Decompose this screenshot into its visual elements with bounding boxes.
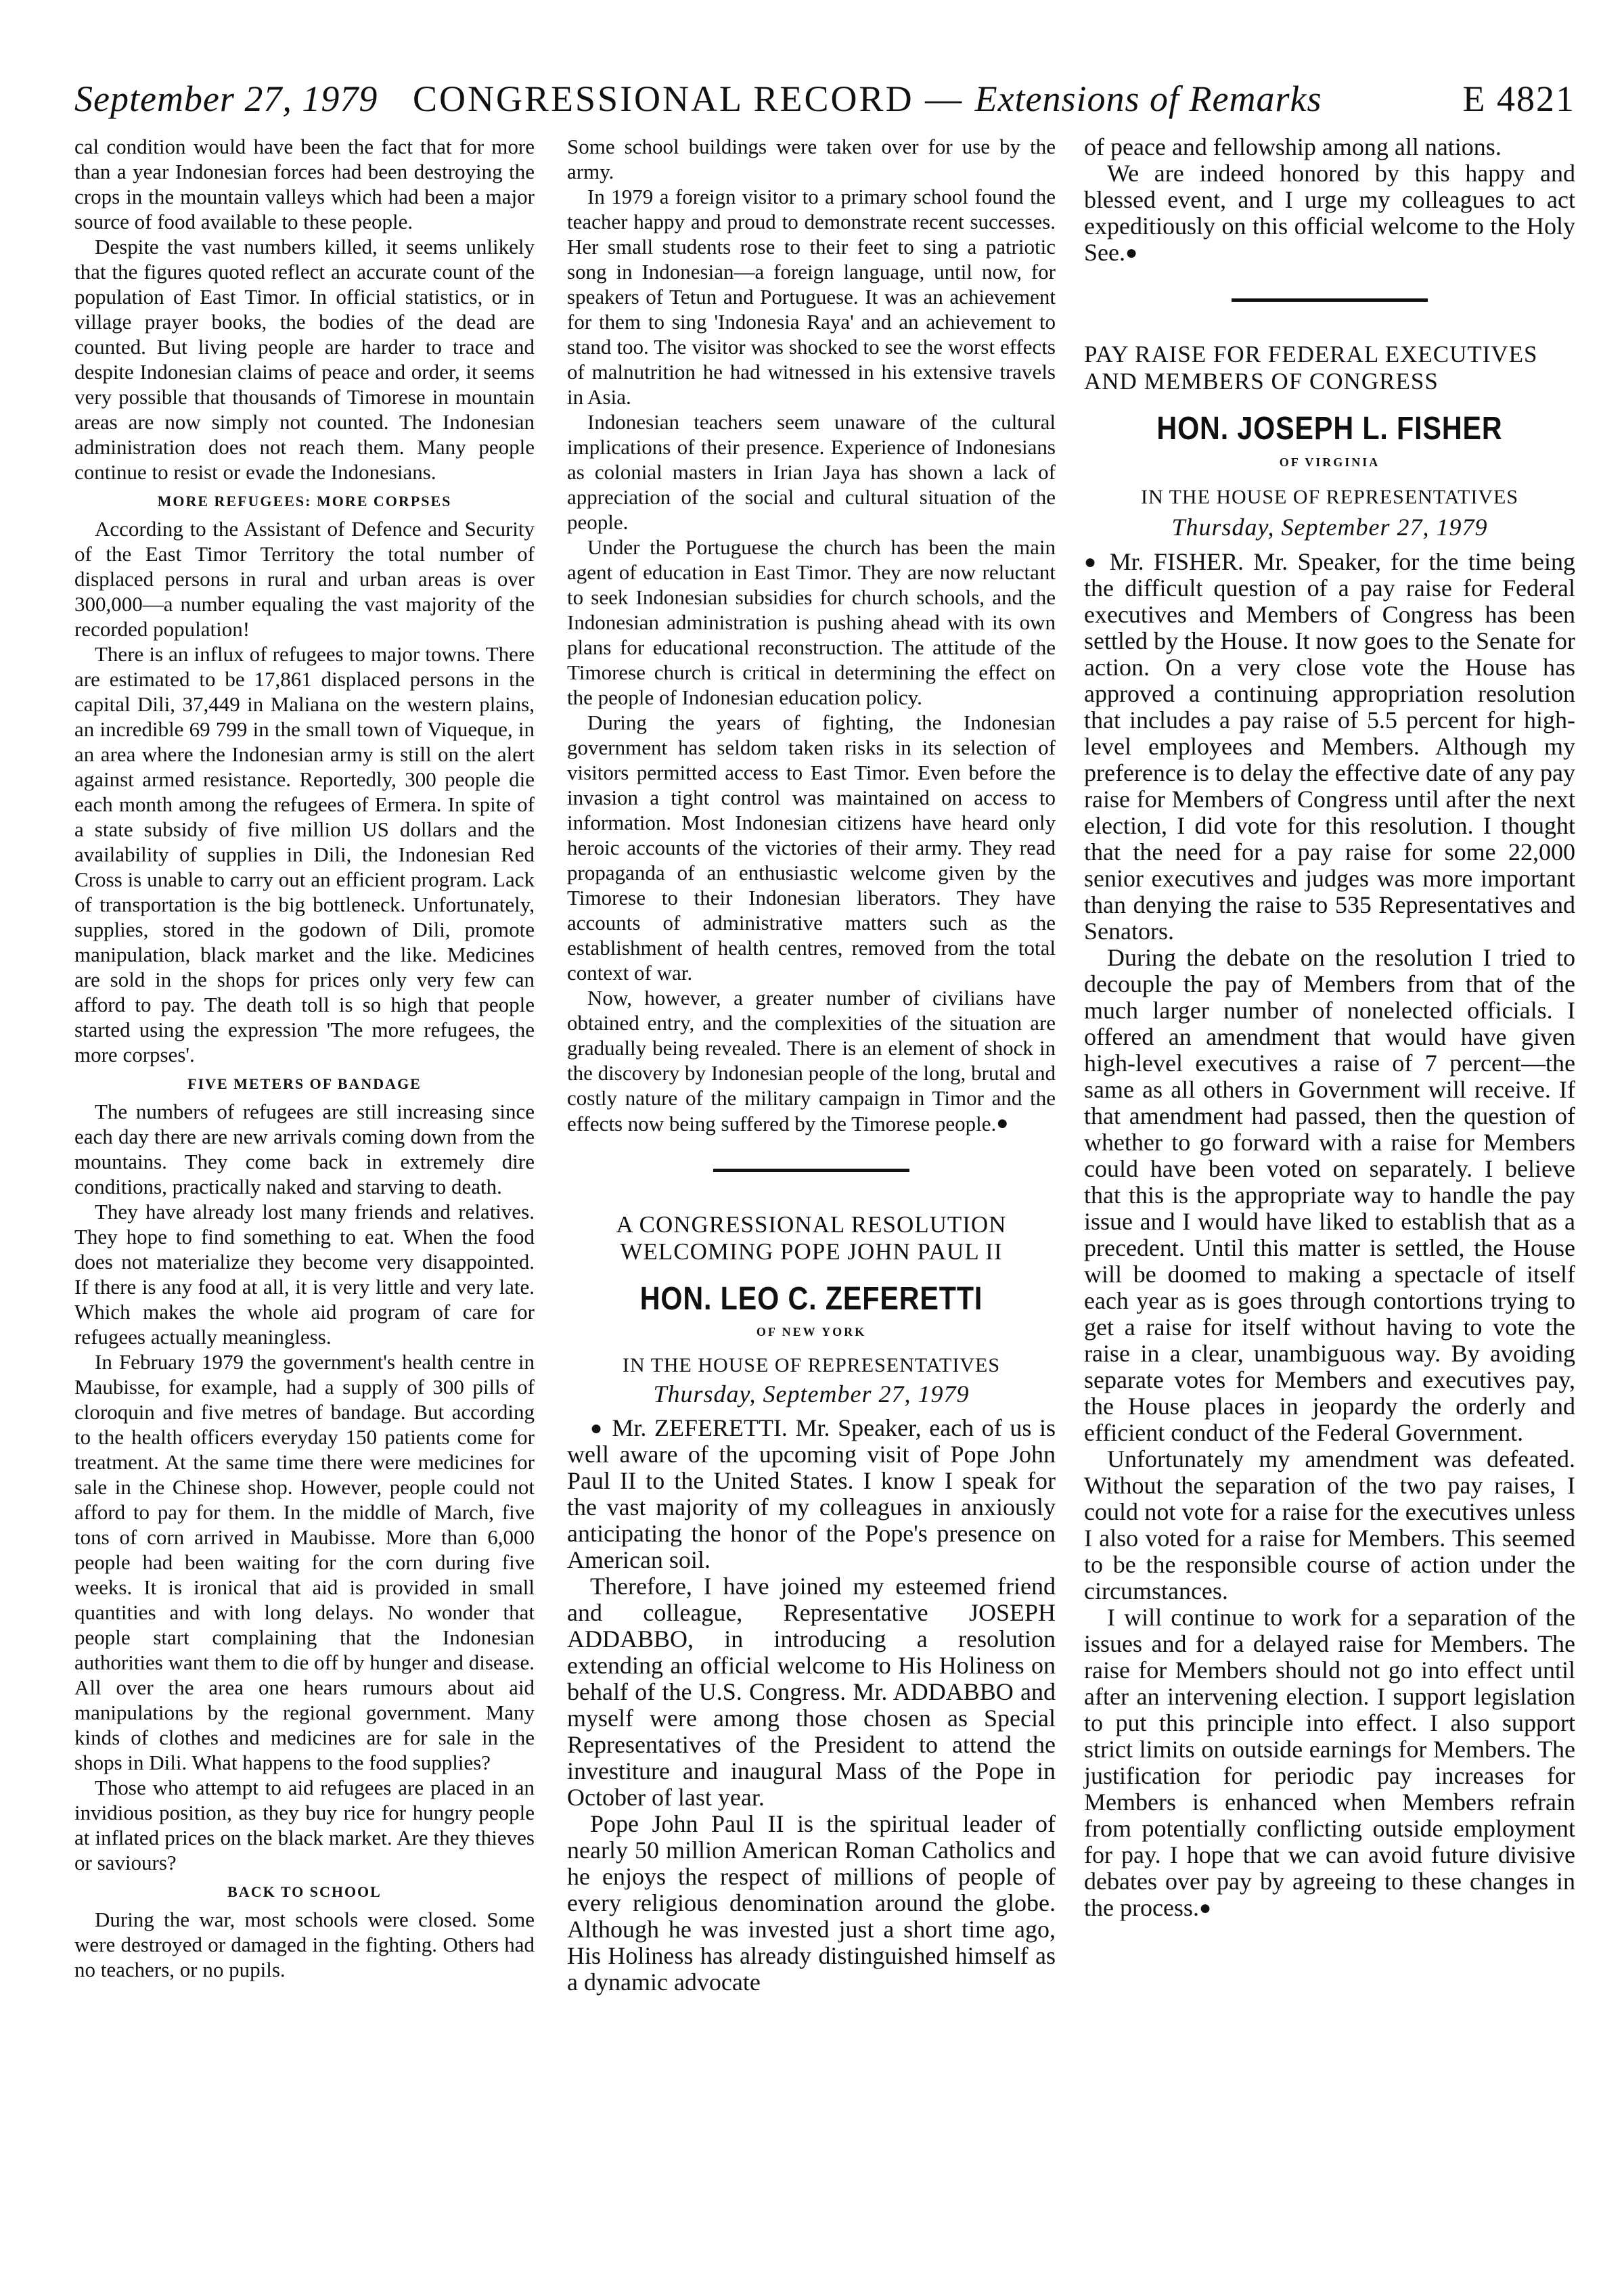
column-1 [74, 134, 535, 1982]
header-subtitle: Extensions of Remarks [974, 78, 1322, 119]
paragraph: In 1979 a foreign visitor to a primary school found the teacher happy and proud to demonstrate recent successes. Her small students rose to their feet to sing a patriotic song in Indonesian—a foreign language, until now, for speakers of Tetun and Portuguese. It was an achievement for them to sing 'Indonesia Raya' and an achievement to stand too. The visitor was shocked to see the worst effects of malnutrition he had witnessed in his extensive travels in Asia. [567, 185, 1056, 409]
paragraph: Some school buildings were taken over for use by the army. [567, 135, 1056, 183]
speaker-state: OF NEW YORK [756, 1325, 867, 1339]
start-mark-icon: ● [590, 1417, 604, 1439]
speaker-name: HON. JOSEPH L. FISHER [1156, 411, 1503, 447]
paragraph-text: Mr. ZEFERETTI. Mr. Speaker, each of us is well aware of the upcoming visit of Pope John Paul II to the United States. I know I speak for the vast majority of my colleagues in anxiously anticipating the honor of the Pope's presence on American soil. [567, 1414, 1056, 1573]
paragraph: During the war, most schools were closed. Some were destroyed or damaged in the fighting. Others had no teachers, or no pupils. [74, 1908, 535, 1981]
header-date: September 27, 1979 [74, 78, 378, 119]
page-header [74, 69, 1575, 129]
column-2 [567, 134, 1056, 1996]
speech-title: PAY RAISE FOR FEDERAL EXECUTIVES AND MEMBERS OF CONGRESS [1084, 341, 1538, 395]
speaker-state: OF VIRGINIA [1279, 455, 1380, 469]
end-mark-icon: ● [1198, 1897, 1212, 1919]
paragraph-with-end-mark [1084, 1604, 1575, 1921]
paragraph: Under the Portuguese the church has been the main agent of education in East Timor. They are now reluctant to seek Indonesian subsidies for church schools, and the Indonesian administration is pushing ahead with its own plans for educational reconstruction. The attitude of the Timorese church is critical in determining the effect on the people of Indonesian education policy. [567, 535, 1056, 709]
end-mark-icon: ● [996, 1112, 1009, 1134]
paragraph: Indonesian teachers seem unaware of the cultural implications of their presence. Experience of Indonesians as colonial masters in Irian Jaya has shown a lack of appreciation of the social and cultural situation of the people. [567, 410, 1056, 534]
paragraph-with-end-mark [1084, 160, 1575, 266]
speech-date: Thursday, September 27, 1979 [653, 1380, 970, 1408]
column-3 [1084, 134, 1575, 1921]
paragraph-with-start-mark [1084, 549, 1575, 945]
paragraph-text: Now, however, a greater number of civilians have obtained entry, and the complexities of the situation are gradually being revealed. There is an element of shock in the discovery by Indonesian people of the long, brutal and costly nature of the military campaign in Timor and the effects now being suffered by the Timorese people. [567, 986, 1056, 1135]
section-subhead: FIVE METERS OF BANDAGE [187, 1075, 422, 1092]
paragraph: The numbers of refugees are still increasing since each day there are new arrivals coming down from the mountains. They come back in extremely dire conditions, practically naked and starving to death. [74, 1100, 535, 1198]
header-title-block [413, 69, 1322, 129]
header-page-number: E 4821 [1462, 78, 1575, 119]
house-label: IN THE HOUSE OF REPRESENTATIVES [622, 1354, 1001, 1376]
speech-body [567, 1415, 1056, 1996]
paragraph: They have already lost many friends and relatives. They hope to find something to eat. When the food does not materialize they become very disappointed. If there is any food at all, it is very little and very late. Which makes the whole aid program of care for refugees actually meaningless. [74, 1200, 535, 1349]
section-divider [713, 1169, 909, 1172]
paragraph-text: We are indeed honored by this happy and blessed event, and I urge my colleagues to act expeditiously on this official welcome to the Holy See. [1084, 160, 1575, 266]
paragraph: of peace and fellowship among all nations. [1084, 133, 1502, 160]
paragraph-with-start-mark [567, 1415, 1056, 1573]
header-title: CONGRESSIONAL RECORD — [413, 78, 964, 119]
end-mark-icon: ● [1125, 242, 1138, 264]
speaker-name: HON. LEO C. ZEFERETTI [639, 1281, 983, 1317]
section-subhead: BACK TO SCHOOL [227, 1883, 382, 1900]
paragraph: According to the Assistant of Defence and Security of the East Timor Territory the total number of displaced persons in rural and urban areas is over 300,000—a number equaling the vast majority of the recorded population! [74, 517, 535, 641]
house-label: IN THE HOUSE OF REPRESENTATIVES [1140, 486, 1519, 508]
start-mark-icon: ● [1084, 551, 1100, 573]
paragraph: Those who attempt to aid refugees are placed in an invidious position, as they buy rice for hungry people at inflated prices on the black market. Are they thieves or saviours? [74, 1776, 535, 1874]
paragraph: Pope John Paul II is the spiritual leader of nearly 50 million American Roman Catholics and he enjoys the respect of millions of people of every religious denomination around the globe. Although he was invested just a short time ago, His Holiness has already distinguished himself as a dynamic advocate [567, 1810, 1056, 1996]
paragraph-with-end-mark [567, 985, 1056, 1136]
paragraph: Unfortunately my amendment was defeated. Without the separation of the two pay raises, I could not vote for a raise for the executives unless I also voted for a raise for Members. This seemed to be the responsible course of action under the circumstances. [1084, 1445, 1575, 1604]
section-subhead: MORE REFUGEES: MORE CORPSES [157, 493, 452, 510]
paragraph: During the debate on the resolution I tried to decouple the pay of Members from that of the much larger number of nonelected officials. I offered an amendment that would have given high-level executives a raise of 7 percent—the same as all others in Government will receive. If that amendment had passed, then the question of whether to go forward with a raise for Members could have been voted on separately. I believe that this is the appropriate way to handle the pay issue and I would have liked to establish that as a precedent. Until this matter is settled, the House will be doomed to making a spectacle of itself each year as is goes through contortions trying to get a raise for itself without having to vote the raise in a clear, unambiguous way. By avoiding separate votes for Members and executives pay, the House places in jeopardy the orderly and efficient conduct of the Federal Government. [1084, 944, 1575, 1446]
paragraph: In February 1979 the government's health centre in Maubisse, for example, had a supply of 300 pills of cloroquin and five metres of bandage. But according to the health officers everyday 150 patients come for treatment. At the same time there were medicines for sale in the Chinese shop. However, people could not afford to pay for them. In the middle of March, five tons of corn arrived in Maubisse. More than 6,000 people had been waiting for the corn during five weeks. It is ironical that aid is provided in small quantities and with long delays. No wonder that people start complaining that the Indonesian authorities want them to die off by hunger and disease. All over the area one hears rumours about aid manipulations by the regional government. Many kinds of clothes and medicines are for sale in the shops in Dili. What happens to the food supplies? [74, 1350, 535, 1774]
paragraph-text: Mr. FISHER. Mr. Speaker, for the time being the difficult question of a pay raise for Federal executives and Members of Congress has been settled by the House. It now goes to the Senate for action. On a very close vote the House has approved a continuing appropriation resolution that includes a pay raise of 5.5 percent for high-level employees and Members. Although my preference is to delay the effective date of any pay raise for Members of Congress until after the next election, I did vote for this resolution. I thought that the need for a pay raise for some 22,000 senior executives and judges was more important than denying the raise to 535 Representatives and Senators. [1084, 548, 1575, 945]
section-divider [1232, 298, 1428, 302]
paragraph: cal condition would have been the fact that for more than a year Indonesian forces had been destroying the crops in the mountain valleys which had been a major source of food available to these people. [74, 135, 535, 233]
paragraph: During the years of fighting, the Indonesian government has seldom taken risks in its selection of visitors permitted access to East Timor. Even before the invasion a tight control was maintained on access to information. Most Indonesian citizens have heard only heroic accounts of the victories of their army. They read propaganda of an enthusiastic welcome given by the Timorese to their Indonesian liberators. They have accounts of administrative matters such as the establishment of health centres, removed from the total context of war. [567, 711, 1056, 985]
paragraph: There is an influx of refugees to major towns. There are estimated to be 17,861 displaced persons in the capital Dili, 37,449 in Maliana on the western plains, an incredible 69 799 in the small town of Viqueque, in an area where the Indonesian army is still on the alert against armed resistance. Reportedly, 300 people die each month among the refugees of Ermera. In spite of a state subsidy of five million US dollars and the availability of supplies in Dili, the Indonesian Red Cross is unable to carry out an efficient program. Lack of transportation is the big bottleneck. Unfortunately, supplies, stored in the godown of Dili, promote manipulation, black market and the like. Medicines are sold in the shops for prices only very few can afford to pay. The death toll is so high that people started using the expression 'The more refugees, the more corpses'. [74, 642, 535, 1066]
speech-date: Thursday, September 27, 1979 [1171, 514, 1488, 541]
paragraph: Therefore, I have joined my esteemed friend and colleague, Representative JOSEPH ADDABBO, in introducing a resolution extending an official welcome to His Holiness on behalf of the U.S. Congress. Mr. ADDABBO and myself were among those chosen as Special Representatives of the President to attend the investiture and inaugural Mass of the Pope in October of last year. [567, 1573, 1056, 1811]
paragraph: Despite the vast numbers killed, it seems unlikely that the figures quoted reflect an accurate count of the population of East Timor. In official statistics, or in village prayer books, the bodies of the dead are counted. But living people are harder to trace and despite Indonesian claims of peace and order, it seems very possible that thousands of Timorese in mountain areas are now simply not counted. The Indonesian administration does not reach them. Many people continue to resist or evade the Indonesians. [74, 235, 535, 484]
speech-title: A CONGRESSIONAL RESOLUTION WELCOMING POPE JOHN PAUL II [616, 1211, 1007, 1265]
paragraph-text: I will continue to work for a separation of the issues and for a delayed raise for Members. The raise for Members should not go into effect until after an intervening election. I support legislation to put this principle into effect. I also support strict limits on outside earnings for Members. The justification for periodic pay increases for Members is enhanced when Members refrain from potentially conflicting outside employment for pay. I hope that we can avoid future divisive debates over pay by agreeing to these changes in the process. [1084, 1604, 1575, 1921]
